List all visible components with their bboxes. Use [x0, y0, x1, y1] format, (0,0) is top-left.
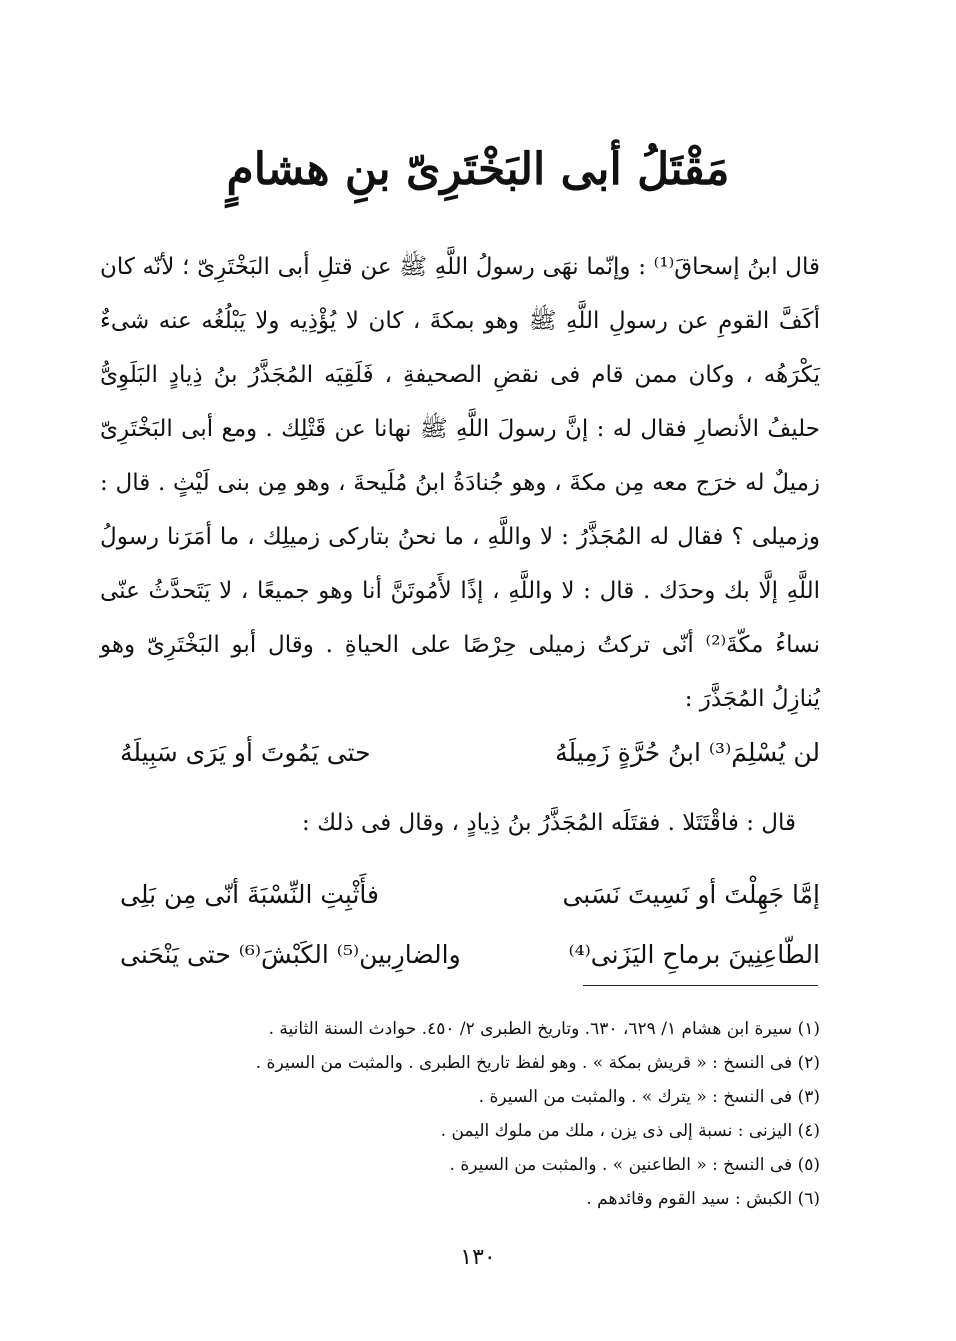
page-number: ١٣٠	[460, 1245, 496, 1270]
verse-2-second-hemistich: فأَثْبِتِ النِّسْبَةَ أنّى مِن بَلِى	[120, 880, 379, 909]
footnote-1: (١) سيرة ابن هشام ١/ ٦٢٩، ٦٣٠. وتاريخ الطبرى ٢/ ٤٥٠. حوادث السنة الثانية .	[268, 1019, 820, 1039]
verse-3-second-hemistich: والضارِبين⁽⁵⁾ الكَبْشَ⁽⁶⁾ حتى يَنْحَنى	[120, 940, 461, 969]
footnote-4: (٤) اليزنى : نسبة إلى ذى يزن ، ملك من ملوك اليمن .	[440, 1121, 820, 1141]
footnote-separator	[583, 985, 818, 986]
footnote-6: (٦) الكبش : سيد القوم وقائدهم .	[586, 1189, 820, 1209]
verse-1-second-hemistich: حتى يَمُوتَ أو يَرَى سَبِيلَهُ	[120, 738, 371, 767]
verse-2	[110, 870, 830, 920]
transition-line: قال : فاقْتَتَلا . فقتَلَه المُجَذَّرُ بنُ ذِيادٍ ، وقال فى ذلك :	[302, 810, 796, 836]
chapter-title: مَقْتَلُ أبى البَخْتَرِىّ بنِ هشامٍ	[226, 144, 730, 195]
footnotes	[100, 1012, 820, 1216]
footnote-3: (٣) فى النسخ : « يترك » . والمثبت من السيرة .	[478, 1087, 820, 1107]
verse-1-first-hemistich: لن يُسْلِمَ⁽³⁾ ابنُ حُرَّةٍ زَمِيلَهُ	[555, 738, 820, 767]
verse-1	[110, 728, 830, 778]
verse-3	[110, 930, 830, 980]
footnote-5: (٥) فى النسخ : « الطاعنين » . والمثبت من السيرة .	[449, 1155, 820, 1175]
verse-2-first-hemistich: إمَّا جَهِلْتَ أو نَسِيتَ نَسَبى	[562, 880, 820, 909]
paragraph: قال ابنُ إسحاقَ⁽¹⁾ : وإنّما نهَى رسولُ اللَّهِ ﷺ عن قتلِ أبى البَخْتَرِىّ ؛ لأنّه كان أكَفَّ القومِ عن رسولِ اللَّهِ ﷺ وهو بمكةَ ، كان لا يُؤْذِيه ولا يَبْلُغُه عنه شىءٌ يَكْرَهُه ، وكان ممن قام فى نقضِ الصحيفةِ ، فَلَقِيَه المُجَذَّرُ بنُ ذِيادٍ البَلَوِىُّ حليفُ الأنصارِ فقال له : إنَّ رسولَ اللَّهِ ﷺ نهانا عن قَتْلِك . ومع أبى البَخْتَرِىّ زميلٌ له خرَج معه مِن مكةَ ، وهو جُنادَةُ ابنُ مُلَيحةَ ، وهو مِن بنى لَيْثٍ . قال : وزميلى ؟ فقال له المُجَذَّرُ : لا واللَّهِ ، ما نحنُ بتاركى زميلِك ، ما أمَرَنا رسولُ اللَّهِ إلَّا بك وحدَك . قال : لا واللَّهِ ، إذًا لأَمُوتَنَّ أنا وهو جميعًا ، لا يَتَحدَّثُ عنّى نساءُ مكّةَ⁽²⁾ أنّى تركتُ زميلى حِرْصًا على الحياةِ . وقال أبو البَخْتَرِىّ وهو يُنازِلُ المُجَذَّرَ :	[100, 254, 821, 712]
verse-3-first-hemistich: الطّاعِنِينَ برماحِ اليَزَنى⁽⁴⁾	[568, 940, 820, 969]
main-text	[100, 240, 820, 726]
footnote-2: (٢) فى النسخ : « قريش بمكة » . وهو لفظ تاريخ الطبرى . والمثبت من السيرة .	[255, 1053, 820, 1073]
